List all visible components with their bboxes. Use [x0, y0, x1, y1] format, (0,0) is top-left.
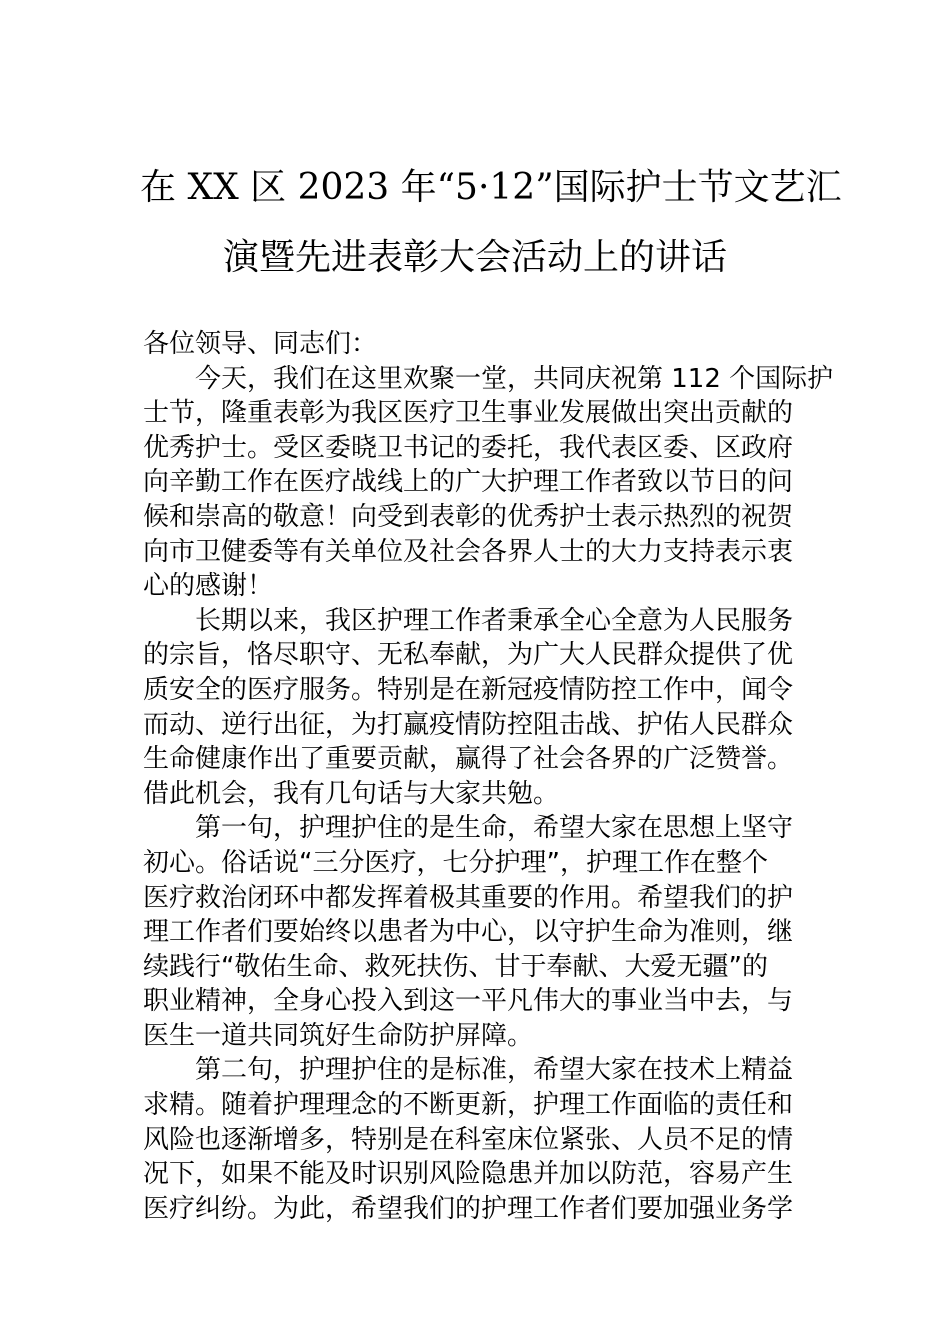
body-line: 求精。随着护理理念的不断更新，护理工作面临的责任和 — [143, 1090, 794, 1121]
body-line: 心的感谢！ — [143, 571, 274, 602]
body-line: 向辛勤工作在医疗战线上的广大护理工作者致以节日的问 — [143, 467, 794, 498]
document-title-line-2: 演暨先进表彰大会活动上的讲话 — [222, 237, 727, 278]
body-line: 初心。俗话说“三分医疗，七分护理”，护理工作在整个 — [143, 847, 768, 878]
body-line: 的宗旨，恪尽职守、无私奉献，为广大人民群众提供了优 — [143, 640, 794, 671]
body-line: 况下，如果不能及时识别风险隐患并加以防范，容易产生 — [143, 1159, 794, 1190]
body-line: 第一句，护理护住的是生命，希望大家在思想上坚守 — [195, 813, 794, 844]
body-line: 生命健康作出了重要贡献，赢得了社会各界的广泛赞誉。 — [143, 744, 794, 775]
body-line: 续践行“敬佑生命、救死扶伤、甘于奉献、大爱无疆”的 — [143, 951, 768, 982]
body-line: 医疗纠纷。为此，希望我们的护理工作者们要加强业务学 — [143, 1193, 794, 1224]
body-line: 今天，我们在这里欢聚一堂，共同庆祝第 112 个国际护 — [195, 363, 834, 394]
body-line: 候和崇高的敬意！向受到表彰的优秀护士表示热烈的祝贺 — [143, 501, 794, 532]
body-line: 风险也逐渐增多，特别是在科室床位紧张、人员不足的情 — [143, 1124, 794, 1155]
document-title-line-1: 在 XX 区 2023 年“5·12”国际护士节文艺汇 — [140, 167, 842, 208]
body-line: 质安全的医疗服务。特别是在新冠疫情防控工作中，闻令 — [143, 674, 794, 705]
body-line: 长期以来，我区护理工作者秉承全心全意为人民服务 — [195, 605, 794, 636]
body-line: 职业精神，全身心投入到这一平凡伟大的事业当中去，与 — [143, 986, 794, 1017]
body-line: 理工作者们要始终以患者为中心，以守护生命为准则，继 — [143, 917, 794, 948]
body-line: 医疗救治闭环中都发挥着极其重要的作用。希望我们的护 — [143, 882, 794, 913]
body-line: 第二句，护理护住的是标准，希望大家在技术上精益 — [195, 1055, 794, 1086]
body-line: 而动、逆行出征，为打赢疫情防控阻击战、护佑人民群众 — [143, 709, 794, 740]
document-body — [143, 327, 834, 1226]
body-line: 医生一道共同筑好生命防护屏障。 — [143, 1020, 534, 1051]
body-line: 借此机会，我有几句话与大家共勉。 — [143, 778, 560, 809]
body-line: 士节，隆重表彰为我区医疗卫生事业发展做出突出贡献的 — [143, 398, 794, 429]
body-line: 各位领导、同志们： — [143, 329, 378, 359]
body-line: 优秀护士。受区委晓卫书记的委托，我代表区委、区政府 — [143, 432, 794, 463]
body-line: 向市卫健委等有关单位及社会各界人士的大力支持表示衷 — [143, 536, 794, 567]
